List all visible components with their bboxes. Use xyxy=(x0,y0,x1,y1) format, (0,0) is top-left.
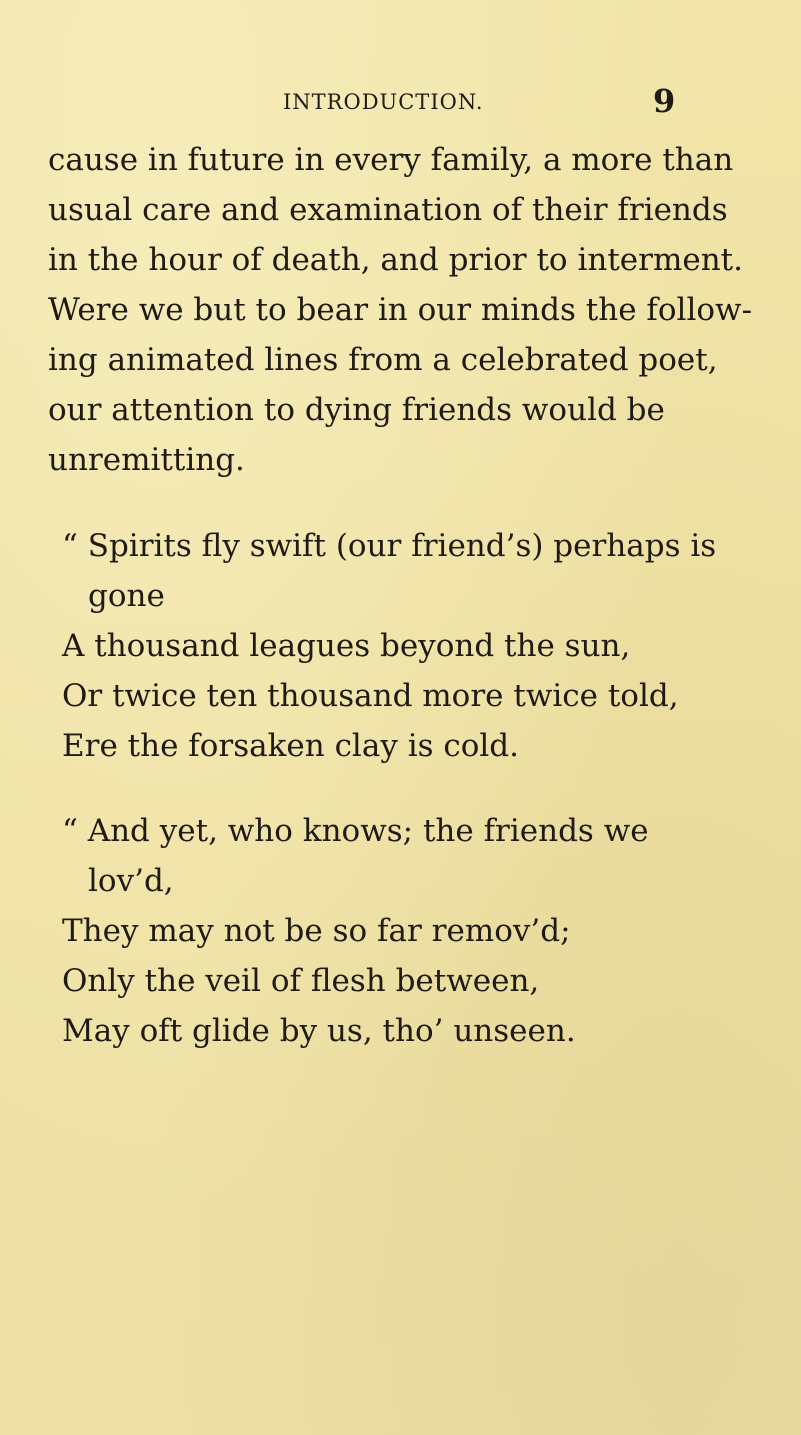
poem-line: A thousand leagues beyond the sun, xyxy=(62,628,631,664)
poem-line: They may not be so far remov’d; xyxy=(62,913,571,949)
prose-line: Were we but to bear in our minds the follow- xyxy=(48,292,753,328)
prose-line: our attention to dying friends would be xyxy=(48,392,665,428)
poem-line: lov’d, xyxy=(88,863,174,899)
running-title: INTRODUCTION. xyxy=(283,90,484,114)
poem-line: Only the veil of flesh between, xyxy=(62,963,540,999)
page-number: 9 xyxy=(653,82,676,120)
poem-line: May oft glide by us, tho’ unseen. xyxy=(62,1013,576,1049)
prose-line: ing animated lines from a celebrated poet, xyxy=(48,342,718,378)
poem-line: gone xyxy=(88,578,165,614)
prose-line: cause in future in every family, a more than xyxy=(48,142,734,178)
poem-line: “ Spirits fly swift (our friend’s) perhaps is xyxy=(62,528,717,564)
poem-line: “ And yet, who knows; the friends we xyxy=(62,813,649,849)
prose-line: unremitting. xyxy=(48,442,245,478)
prose-line: usual care and examination of their friends xyxy=(48,192,728,228)
poem-line: Ere the forsaken clay is cold. xyxy=(62,728,520,764)
prose-line: in the hour of death, and prior to interment. xyxy=(48,242,743,278)
poem-line: Or twice ten thousand more twice told, xyxy=(62,678,679,714)
running-head xyxy=(0,82,801,122)
